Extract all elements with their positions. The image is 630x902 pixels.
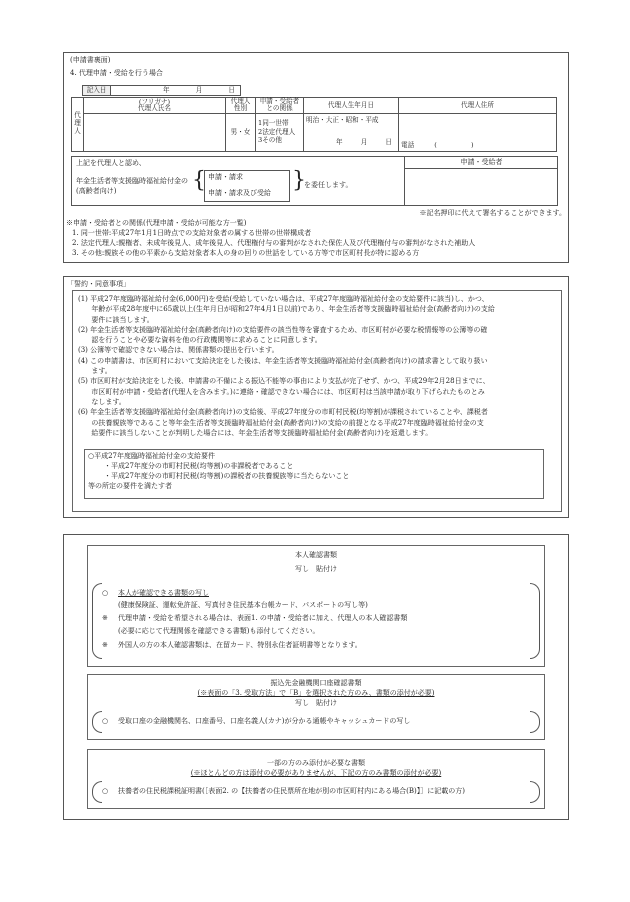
- era-options: 明治・大正・昭和・平成: [306, 115, 379, 124]
- pledge-title: 「誓約・同意事項」: [67, 280, 130, 288]
- pledge-line: ます。: [78, 367, 112, 376]
- pledge-line: の扶養親族等であること等年金生活者等支援臨時福祉給付金(高齢者向け)の支給の前提となる平成27年度臨時福祉給付金の支: [78, 418, 484, 427]
- bank-documents-condition: (※表面の「3. 受取方法」で「B」を選択された方のみ、書類の添付が必要): [197, 689, 435, 697]
- furigana-label: (フリガナ): [138, 97, 171, 106]
- id-bracket-right: [530, 583, 540, 659]
- relation-note-title: ※申請・受給者との関係(代理申請・受給が可能な方一覧): [66, 219, 247, 227]
- id-documents-title: 本人確認書類: [295, 551, 337, 559]
- proxy-name-field[interactable]: [84, 113, 226, 151]
- pledge-line: (3) 公簿等で確認できない場合は、関係書類の提出を行います。: [78, 346, 279, 355]
- relation-option-other: 3その他: [258, 136, 282, 145]
- pledge-line: (1) 平成27年度臨時福祉給付金(6,000円)を受給(受給していない場合は、平成27年度臨時福祉給付金の支給要件に該当)し、かつ、: [78, 295, 489, 303]
- pledge-line: 要件に該当します。: [78, 315, 154, 324]
- proxy-vertical-label: 代理人: [72, 98, 84, 152]
- bank-documents-title: 振込先金融機関口座確認書類: [270, 679, 362, 687]
- eligibility-content: [88, 451, 349, 491]
- id-item-main: 本人が確認できる書類の写し: [118, 589, 209, 597]
- consent-intro: 上記を代理人と認め、: [76, 159, 146, 167]
- relation-note-2: 2. 法定代理人:親権者、未成年後見人、成年後見人、代理権付与の審判がなされた保佐人及び代理権付与の審判がなされた補助人: [72, 239, 476, 247]
- relation-note-3: 3. その他:親族その他の平素から支給対象者本人の身の回りの世話をしている方等で市区町村長が特に認める方: [72, 249, 420, 257]
- pledge-line: (2) 年金生活者等支援臨時福祉給付金(高齢者向け)の支給要件の該当性等を審査するため、市区町村が必要な税情報等の公簿等の確: [78, 325, 488, 334]
- birthdate-field[interactable]: [304, 113, 399, 151]
- eligibility-title: ○平成27年度臨時福祉給付金の支給要件: [88, 452, 216, 460]
- bank-documents-subtitle: 写し 貼付け: [295, 699, 337, 707]
- birthdate-header: 代理人生年月日: [304, 98, 399, 114]
- partial-documents-condition: (※ほとんどの方は添付の必要がありませんが、下記の方のみ書類の添付が必要): [190, 769, 442, 777]
- consent-benefit-name: 年金生活者等支援臨時福祉給付金の: [76, 177, 188, 185]
- date-row: [82, 85, 241, 96]
- date-label: 記入日: [83, 86, 111, 96]
- id-item-detail: (健康保険証、運転免許証、写真付き住民基本台帳カード、パスポートの写し等): [118, 601, 368, 609]
- id-documents-subtitle: 写し 貼付け: [295, 565, 337, 573]
- proxy-info-table: [71, 97, 557, 152]
- id-note2-marker: ※: [102, 641, 108, 649]
- consent-block: [71, 156, 558, 206]
- relation-option-household: 1同一世帯: [258, 119, 289, 128]
- partial-documents-title: 一部の方のみ添付が必要な書類: [267, 759, 365, 767]
- date-month-unit: 月: [195, 86, 203, 95]
- relation-note-1: 1. 同一世帯:平成27年1月1日時点での支給対象者の属する世帯の世帯構成者: [72, 229, 312, 237]
- id-note1-marker: ※: [102, 614, 108, 622]
- relation-option-legal: 2法定代理人: [258, 127, 296, 136]
- eligibility-footer: 等の所定の要件を満たす者: [88, 482, 172, 490]
- consent-option-apply[interactable]: 申請・請求: [208, 173, 243, 181]
- gender-options[interactable]: 男・女: [226, 113, 256, 151]
- applicant-header: 申請・受給者: [405, 157, 558, 169]
- id-note1: 代理申請・受給を希望される場合は、表面1. の申請・受給者に加え、代理人の本人確認書類: [118, 614, 408, 622]
- id-note2: 外国人の方の本人確認書類は、在留カード、特別永住者証明書等となります。: [118, 641, 362, 649]
- pledge-line: 認を行うことや必要な資料を他の行政機関等に求めることに同意します。: [78, 336, 322, 345]
- id-note1b: (必要に応じて代理関係を確認できる書類)も添付してください。: [118, 627, 320, 635]
- eligibility-item: ・平成27年度分の市町村民税(均等割)の課税者の扶養親族等に当たらないこと: [104, 472, 350, 480]
- relation-options[interactable]: [256, 113, 304, 151]
- phone-paren-close: ): [470, 140, 474, 149]
- proxy-name-label: 代理人氏名: [138, 104, 171, 113]
- date-year-unit: 年: [163, 86, 170, 95]
- partial-item-marker: ○: [102, 787, 109, 795]
- phone-label: 電話: [401, 140, 415, 149]
- signature-note: ※記名押印に代えて署名することができます。: [419, 209, 566, 217]
- date-day-unit: 日: [228, 86, 235, 95]
- birth-day-unit: 日: [385, 138, 392, 147]
- id-bracket-left: [92, 583, 102, 659]
- phone-paren-open: (: [434, 140, 437, 149]
- pledge-line: (5) 市区町村が支給決定をした後、申請書の不備による振込不能等の事由により支払が完了せず、かつ、平成29年2月28日までに、: [78, 377, 490, 386]
- pledge-line: なします。: [78, 397, 126, 406]
- pledge-line: (6) 年金生活者等支援臨時福祉給付金(高齢者向け)の支給後、平成27年度分の市町村民税(均等割)が課税されていることや、課税者: [78, 408, 488, 417]
- birth-year-unit: 年: [336, 138, 343, 147]
- bank-item-marker: ○: [102, 717, 109, 725]
- relation-header: 申請・受給者との関係: [256, 98, 304, 114]
- gender-header: 代理人性別: [226, 98, 256, 114]
- partial-documents-box: [87, 749, 545, 809]
- right-brace: }: [292, 168, 306, 193]
- left-brace: {: [192, 168, 206, 193]
- form-back-header: (申請書裏面): [70, 56, 111, 64]
- pledge-line: 市区町村が申請・受給者(代理人を含みます。)に連絡・確認できない場合には、市区町村は当該申請が取り下げられたものとみ: [78, 387, 485, 396]
- bank-item: 受取口座の金融機関名、口座番号、口座名義人(カナ)が分かる通帳やキャッシュカードの写し: [118, 717, 411, 725]
- pledge-line: 給要件に該当しないことが判明した場合には、年金生活者等支援臨時福祉給付金(高齢者向け)を返還します。: [78, 428, 433, 437]
- pledge-items: [78, 294, 495, 438]
- pledge-line: 年齢が平成28年度中に65歳以上(生年月日が昭和27年4月1日以前)であり、年金生活者等支援臨時福祉給付金(高齢者向け)の支給: [78, 305, 495, 314]
- birth-month-unit: 月: [360, 138, 368, 147]
- address-field[interactable]: [399, 113, 557, 151]
- address-header: 代理人住所: [399, 98, 557, 114]
- consent-delegate: を委任します。: [304, 181, 353, 189]
- id-item-marker: ○: [102, 589, 109, 597]
- eligibility-item: ・平成27年度分の市町村民税(均等割)の非課税者であること: [104, 462, 294, 470]
- pledge-line: (4) この申請書は、市区町村において支給決定をした後は、年金生活者等支援臨時福祉給付金(高齢者向け)の請求書として取り扱い: [78, 356, 488, 365]
- consent-option-apply-receive[interactable]: 申請・請求及び受給: [208, 189, 271, 197]
- date-field[interactable]: [111, 86, 241, 96]
- partial-item: 扶養者の住民税課税証明書(［表面2. の【扶養者の住民票所在地が別の市区町村内にある場合(B)】］に記載の方): [118, 787, 465, 795]
- furigana-header: [84, 98, 226, 114]
- consent-benefit-sub: (高齢者向け): [76, 187, 117, 195]
- proxy-section-title: 4. 代理申請・受給を行う場合: [70, 69, 163, 77]
